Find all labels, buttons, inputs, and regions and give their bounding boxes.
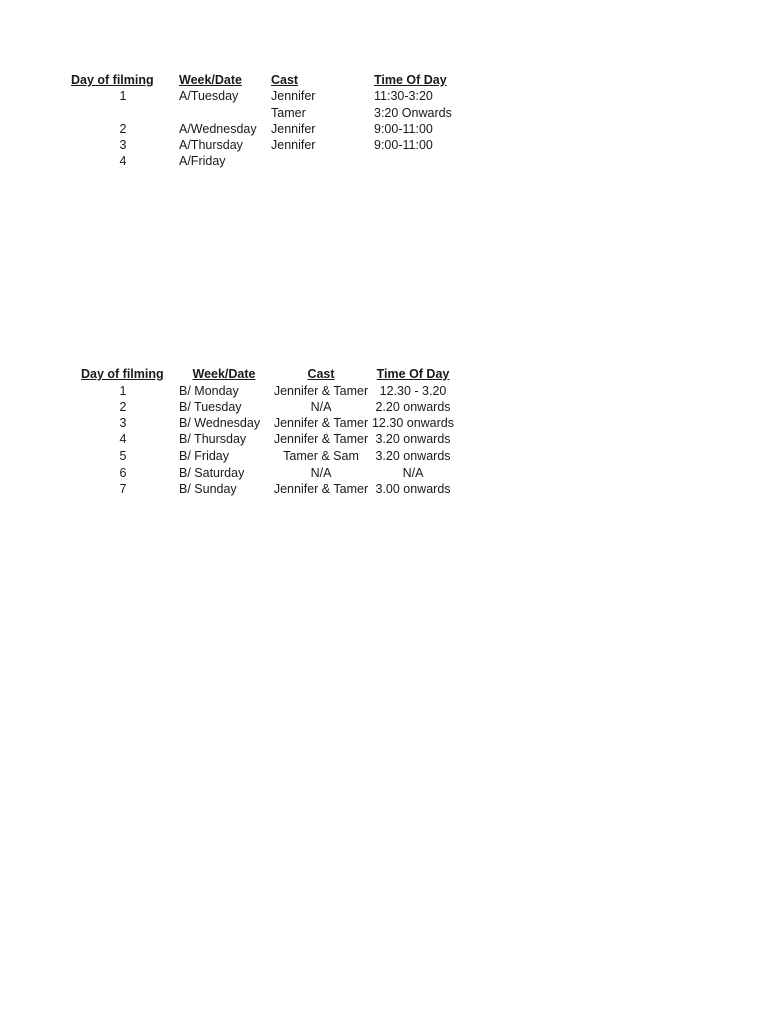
- time-cell: 3.20 onwards: [375, 449, 451, 463]
- time-cell: 12.30 onwards: [371, 416, 454, 430]
- time-cell: 12.30 - 3.20: [379, 384, 447, 398]
- week-date-cell: B/ Monday: [179, 384, 239, 398]
- time-cell: 2.20 onwards: [375, 400, 451, 414]
- time-cell: 9:00-11:00: [374, 138, 433, 152]
- day-cell: 6: [119, 466, 127, 480]
- day-cell: 7: [119, 482, 127, 496]
- cast-cell: Tamer: [271, 106, 306, 120]
- cast-cell: Jennifer & Tamer: [273, 432, 369, 446]
- cast-cell: Jennifer & Tamer: [273, 482, 369, 496]
- header-week-date: Week/Date: [179, 73, 242, 87]
- week-date-cell: [179, 105, 269, 121]
- day-cell: 3: [119, 416, 127, 430]
- week-date-cell: B/ Sunday: [179, 482, 237, 496]
- cast-cell: Jennifer: [271, 138, 316, 152]
- day-cell: 3: [119, 138, 127, 152]
- time-cell: 3.00 onwards: [375, 482, 451, 496]
- time-cell: [374, 153, 474, 169]
- header-day-of-filming: Day of filming: [81, 367, 164, 381]
- time-cell: 3:20 Onwards: [374, 106, 452, 120]
- week-date-cell: A/Wednesday: [179, 122, 257, 136]
- cast-cell: N/A: [310, 400, 332, 414]
- time-cell: N/A: [402, 466, 424, 480]
- header-time-of-day: Time Of Day: [376, 367, 450, 381]
- day-cell: 2: [119, 400, 127, 414]
- cast-cell: Jennifer & Tamer: [273, 416, 369, 430]
- cast-cell: N/A: [310, 466, 332, 480]
- time-cell: 11:30-3:20: [374, 89, 433, 103]
- week-date-cell: A/Friday: [179, 154, 226, 168]
- header-week-date: Week/Date: [192, 367, 256, 381]
- cast-cell: Tamer & Sam: [283, 449, 359, 463]
- header-day-of-filming: Day of filming: [71, 73, 154, 87]
- header-cast: Cast: [271, 73, 299, 87]
- day-cell: 4: [119, 154, 127, 168]
- header-cast: Cast: [307, 367, 335, 381]
- week-date-cell: B/ Tuesday: [179, 400, 242, 414]
- week-date-cell: A/Thursday: [179, 138, 243, 152]
- time-cell: 3.20 onwards: [375, 432, 451, 446]
- cast-cell: Jennifer: [271, 89, 316, 103]
- week-date-cell: A/Tuesday: [179, 89, 239, 103]
- cast-cell: Jennifer: [271, 122, 316, 136]
- time-cell: 9:00-11:00: [374, 122, 433, 136]
- week-date-cell: B/ Friday: [179, 449, 230, 463]
- day-cell: 2: [119, 122, 127, 136]
- cast-cell: Jennifer & Tamer: [273, 384, 369, 398]
- week-date-cell: B/ Saturday: [179, 466, 245, 480]
- header-time-of-day: Time Of Day: [374, 73, 447, 87]
- week-date-cell: B/ Wednesday: [179, 416, 261, 430]
- day-cell: [71, 105, 175, 121]
- week-date-cell: B/ Thursday: [179, 432, 247, 446]
- day-cell: 5: [119, 449, 127, 463]
- day-cell: 1: [119, 384, 127, 398]
- day-cell: 4: [119, 432, 127, 446]
- day-cell: 1: [119, 89, 127, 103]
- cast-cell: [271, 153, 371, 169]
